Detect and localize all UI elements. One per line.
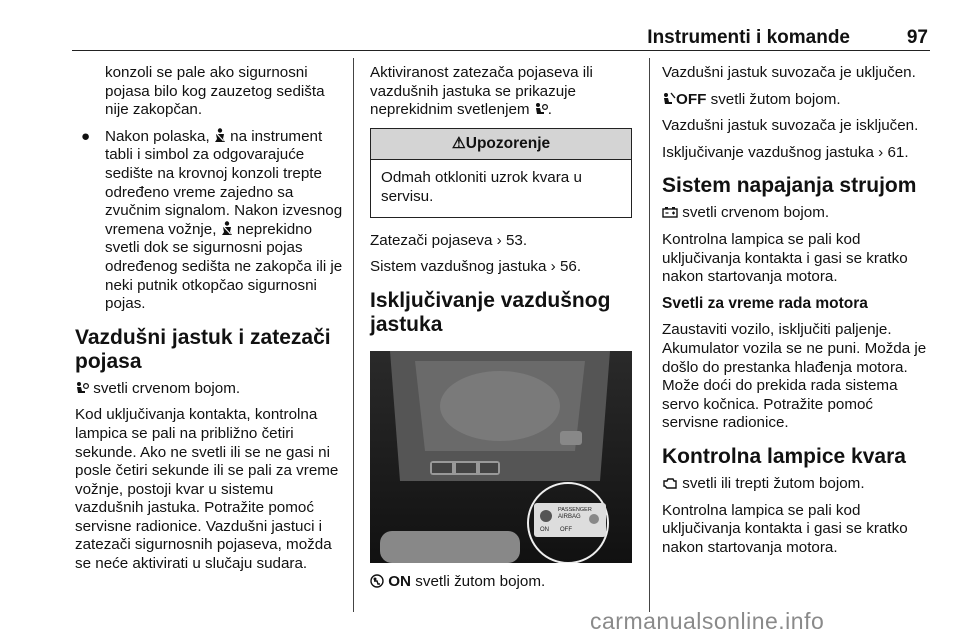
paragraph: Kontrolna lampica se pali kod uključivanja kontakta i gasi se kratko nakon startovanja motora. (662, 230, 908, 286)
svg-text:ON: ON (540, 526, 549, 533)
paragraph: ON svetli žutom bojom. (370, 573, 632, 592)
svg-text:OFF: OFF (560, 526, 572, 533)
reference-arrow-icon: › (878, 143, 884, 161)
warning-title: Upozorenje (465, 134, 551, 152)
warning-body: Odmah otkloniti uzrok kvara u servisu. (381, 169, 582, 205)
engine-check-icon (662, 477, 678, 490)
warning-icon: ⚠ (451, 134, 466, 152)
airbag-icon (75, 381, 89, 395)
paragraph: OFF svetli žutom bojom. (662, 91, 932, 110)
paragraph: konzoli se pale ako sigurnosni pojasa bilo kog zauzetog sedišta nije zakopčan. (105, 64, 325, 119)
watermark: carmanualsonline.info (590, 608, 825, 634)
paragraph: Vazdušni jastuk suvozača je uključen. (662, 64, 916, 81)
paragraph: svetli crvenom bojom. (75, 380, 343, 399)
airbag-off-icon (662, 92, 676, 106)
section-heading: Isključivanje vazdušnog jastuka (370, 288, 611, 336)
airbag-on-icon (370, 574, 384, 588)
page-number: 97 (906, 27, 928, 48)
cross-reference: Zatezači pojaseva › 53. (370, 231, 528, 249)
warning-header (371, 129, 631, 161)
paragraph: svetli ili trepti žutom bojom. (662, 475, 932, 494)
cross-reference: Sistem vazdušnog jastuka › 56. (370, 258, 582, 276)
airbag-indicator-photo (370, 351, 632, 563)
paragraph: Zaustaviti vozilo, isključiti paljenje. Akumulator vozila se ne puni. Možda je došlo do prestanka hlađenja motora. Može doći do prekida rada sistema servo kočnica. Potražite pomoć servisne radionice. (662, 321, 927, 432)
off-label: OFF (676, 90, 707, 108)
section-heading: Vazdušni jastuk i zatezači pojasa (75, 325, 331, 373)
section-title: Instrumenti i komande (647, 27, 850, 48)
svg-text:PASSENGER: PASSENGER (558, 506, 592, 513)
column-divider (649, 58, 650, 612)
overhead-console-illustration (370, 351, 632, 563)
paragraph: Kontrolna lampica se pali kod uključivanja kontakta i gasi se kratko nakon startovanja motora. (662, 501, 908, 556)
seatbelt-icon (221, 221, 233, 236)
cross-reference: Isključivanje vazdušnog jastuka › 61. (662, 143, 909, 161)
paragraph: Aktiviranost zatezača pojaseva ili vazdušnih jastuka se prikazuje neprekidnim svetlenjem . (370, 64, 593, 119)
on-label: ON (388, 572, 412, 590)
svg-text:AIRBAG: AIRBAG (558, 513, 581, 520)
column-2 (370, 64, 632, 599)
reference-arrow-icon: › (550, 258, 556, 276)
column-divider (353, 58, 354, 612)
subheading: Svetli za vreme rada motora (662, 294, 868, 312)
seatbelt-icon (214, 128, 226, 143)
reference-arrow-icon: › (496, 231, 502, 249)
airbag-icon (534, 102, 548, 116)
bullet-item: ● Nakon polaska, na instrument tabli i simbol za odgovarajuće sedište na krovnoj konzoli trepte određeno vreme zajedno sa zvučnim signalom. Nakon izvesnog vremena vožnje, neprekidno svetli dok se sigurnosni pojas određenog sedišta ne zakopča ili je neki putnik otkopčao sigurnosni pojas. (81, 127, 343, 313)
bullet-dot: ● (81, 127, 91, 145)
warning-box (370, 128, 632, 218)
paragraph: Vazdušni jastuk suvozača je isključen. (662, 117, 919, 135)
column-1 (75, 64, 343, 582)
section-heading: Sistem napajanja strujom (662, 174, 917, 198)
paragraph: Kod uključivanja kontakta, kontrolna lampica se pali na približno četiri sekunde. Ako ne svetli ili se ne gasi ni posle četiri sekunde ili se pali za vreme vožnje, postoji kvar u sistemu vazdušnih jastuka. Potražite pomoć servisne radionice. Vazdušni jastuci i zatezači sigurnosnih pojaseva, možda se neće aktivirati u slučaju sudara. (75, 406, 339, 573)
paragraph: svetli crvenom bojom. (662, 204, 932, 223)
column-3 (662, 64, 932, 565)
section-heading: Kontrolna lampice kvara (662, 444, 906, 468)
page-header (72, 24, 930, 51)
battery-icon (662, 206, 678, 218)
